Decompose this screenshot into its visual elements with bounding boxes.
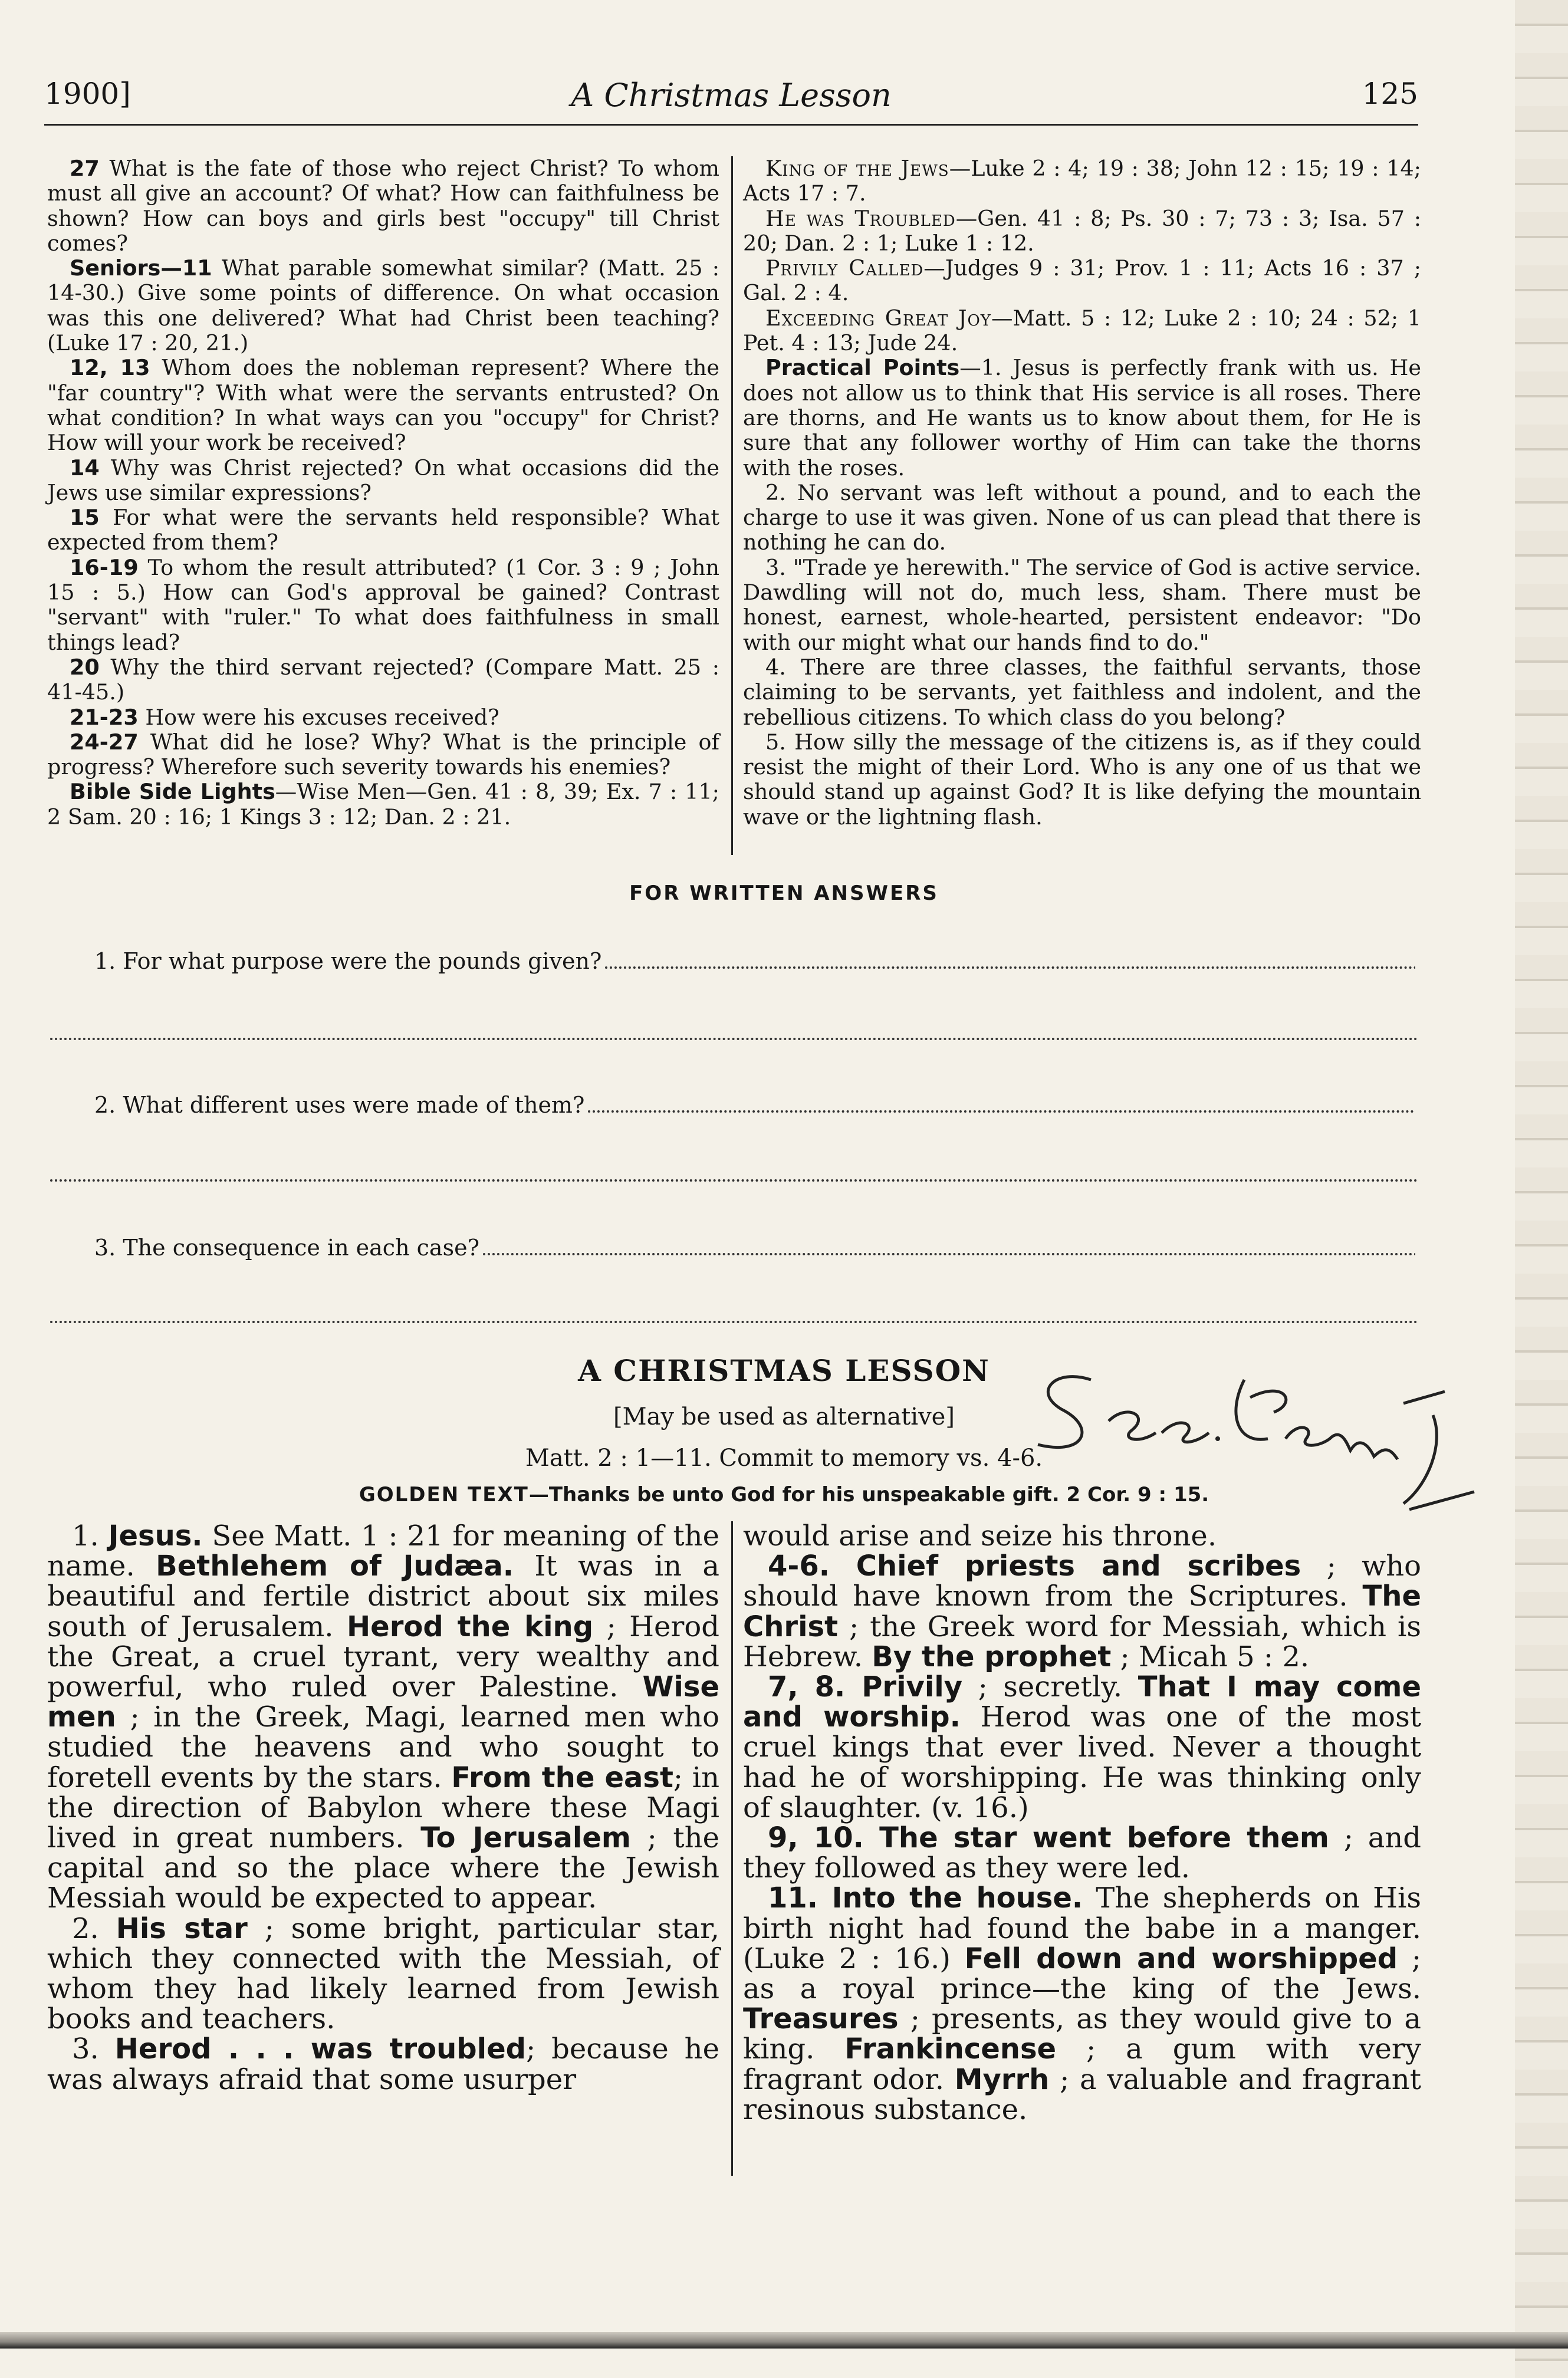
side-light-joy: Exceeding Great Joy—Matt. 5 : 12; Luke 2 : 10; 24 : 52; 1 Pet. 4 : 13; Jude 24. — [743, 305, 1421, 356]
question-seniors: Seniors—11 What parable somewhat similar? (Matt. 25 : 14-30.) Give some points of difference. On what occasion was this one delivered? What had Christ been teaching? (Luke 17 : 20, 21.) — [47, 255, 719, 356]
lesson-title: A CHRISTMAS LESSON — [578, 1353, 990, 1388]
lesson-note-9-10: 9, 10. The star went before them ; and they followed as they were led. — [743, 1821, 1421, 1885]
column-divider — [731, 1521, 733, 2176]
practical-point-4: 4. There are three classes, the faithful servants, those claiming to be servants, yet faithless and indolent, and the rebellious citizens. To which class do you belong? — [743, 654, 1421, 730]
lesson-note-3: 3. Herod . . . was troubled; because he was always afraid that some usurper — [47, 2032, 719, 2096]
column-divider — [731, 156, 733, 855]
answer-prompt-3: 3. The consequence in each case? — [94, 1235, 1415, 1261]
questions-section — [47, 156, 1421, 852]
question-12-13: 12, 13 Whom does the nobleman represent? Where the "far country"? With what were the servants entrusted? On what condition? In what ways can you "occupy" for Christ? How will your work be received? — [47, 355, 719, 456]
lesson-note-1: 1. Jesus. See Matt. 1 : 21 for meaning of the name. Bethlehem of Judæa. It was in a beautiful and fertile district about six miles south of Jerusalem. Herod the king ; Herod the Great, a cruel tyrant, very wealthy and powerful, who ruled over Palestine. Wise men ; in the Greek, Magi, learned men who studied the heavens and who sought to foretell events by the stars. From the east; in the direction of Babylon where these Magi lived in great numbers. To Jerusalem ; the capital and so the place where the Jewish Messiah would be expected to appear. — [47, 1519, 720, 1915]
lesson-subtitle: [May be used as alternative] — [613, 1403, 955, 1430]
running-header — [44, 77, 1418, 126]
question-14: 14 Why was Christ rejected? On what occasions did the Jews use similar expressions? — [47, 455, 719, 505]
questions-left-column — [47, 156, 719, 830]
practical-point-1: Practical Points—1. Jesus is perfectly frank with us. He does not allow us to think that His service is all roses. There are thorns, and He wants us to know about them, for He is sure that any follower worthy of Him can take the thorns with the roses. — [743, 355, 1421, 481]
page-edge-shadow — [1515, 0, 1568, 2378]
handwritten-annotation — [1020, 1356, 1480, 1533]
lesson-body — [47, 1521, 1421, 2182]
question-16-19: 16-19 To whom the result attributed? (1 Cor. 3 : 9 ; John 15 : 5.) How can God's approval be gained? Contrast "servant" with "ruler." To what does faithfulness in small things lead? — [47, 554, 719, 655]
practical-point-5: 5. How silly the message of the citizens is, as if they could resist the might of their Lord. Who is any one of us that we should stand up against God? It is like defying the mountain wave or the lightning flash. — [743, 729, 1421, 830]
lesson-note-7-8: 7, 8. Privily ; secretly. That I may come and worship. Herod was one of the most cruel kings that ever lived. Never a thought had he of worshipping. He was thinking only of slaughter. (v. 16.) — [743, 1670, 1422, 1824]
golden-text: GOLDEN TEXT—Thanks be unto God for his unspeakable gift. 2 Cor. 9 : 15. — [359, 1483, 1209, 1507]
answer-prompt-2: 2. What different uses were made of them? — [94, 1092, 1415, 1118]
bible-side-lights: Bible Side Lights—Wise Men—Gen. 41 : 8, 39; Ex. 7 : 11; 2 Sam. 20 : 16; 1 Kings 3 : 12; Dan. 2 : 21. — [47, 779, 719, 830]
question-27: 27 What is the fate of those who reject Christ? To whom must all give an account? Of what? How can faithfulness be shown? How can boys and girls best "occupy" till Christ comes? — [47, 156, 719, 256]
lesson-left-column — [47, 1521, 719, 2095]
answer-line-1[interactable] — [50, 1038, 1418, 1040]
questions-right-column — [743, 156, 1421, 830]
lesson-reference: Matt. 2 : 1—11. Commit to memory vs. 4-6. — [525, 1445, 1043, 1472]
question-21-23: 21-23 How were his excuses received? — [70, 704, 499, 730]
lesson-note-3-cont: would arise and seize his throne. — [743, 1519, 1217, 1553]
answer-line-3[interactable] — [50, 1321, 1418, 1323]
question-15: 15 For what were the servants held responsible? What expected from them? — [47, 505, 719, 555]
page-bottom-edge — [0, 2332, 1568, 2349]
written-answers-title: FOR WRITTEN ANSWERS — [629, 882, 939, 905]
practical-point-3: 3. "Trade ye herewith." The service of God is active service. Dawdling will not do, much less, sham. There must be honest, earnest, whole-hearted, persistent endeavor: "Do with our might what our hands find to do." — [743, 554, 1421, 655]
lesson-note-4-6: 4-6. Chief priests and scribes ; who should have known from the Scriptures. The Christ ; the Greek word for Messiah, which is Hebrew. By the prophet ; Micah 5 : 2. — [743, 1550, 1422, 1673]
header-title: A Christmas Lesson — [571, 77, 892, 114]
lesson-right-column — [743, 1521, 1421, 2125]
question-24-27: 24-27 What did he lose? Why? What is the principle of progress? Wherefore such severity towards his enemies? — [47, 729, 719, 780]
answer-line-2[interactable] — [50, 1179, 1418, 1182]
lesson-note-11: 11. Into the house. The shepherds on His birth night had found the babe in a manger. (Luke 2 : 16.) Fell down and worshipped ; as a royal prince—the king of the Jews. Treasures ; presents, as they would give to a king. Frankincense ; a gum with very fragrant odor. Myrrh ; a valuable and fragrant resinous substance. — [743, 1882, 1422, 2126]
lesson-note-2: 2. His star ; some bright, particular star, which they connected with the Messiah, of whom they had likely learned from Jewish books and teachers. — [47, 1912, 720, 2036]
side-light-privily: Privily Called—Judges 9 : 31; Prov. 1 : 11; Acts 16 : 37 ; Gal. 2 : 4. — [743, 255, 1421, 306]
side-light-king: King of the Jews—Luke 2 : 4; 19 : 38; John 12 : 15; 19 : 14; Acts 17 : 7. — [743, 156, 1421, 206]
question-20: 20 Why the third servant rejected? (Compare Matt. 25 : 41-45.) — [47, 654, 719, 705]
side-light-troubled: He was Troubled—Gen. 41 : 8; Ps. 30 : 7; 73 : 3; Isa. 57 : 20; Dan. 2 : 1; Luke 1 : 12. — [743, 205, 1421, 256]
page-number: 125 — [1362, 77, 1418, 111]
practical-point-2: 2. No servant was left without a pound, and to each the charge to use it was given. None of us can plead that there is nothing he can do. — [743, 479, 1421, 555]
header-year: 1900] — [44, 77, 131, 111]
answer-prompt-1: 1. For what purpose were the pounds given? — [94, 948, 1415, 974]
